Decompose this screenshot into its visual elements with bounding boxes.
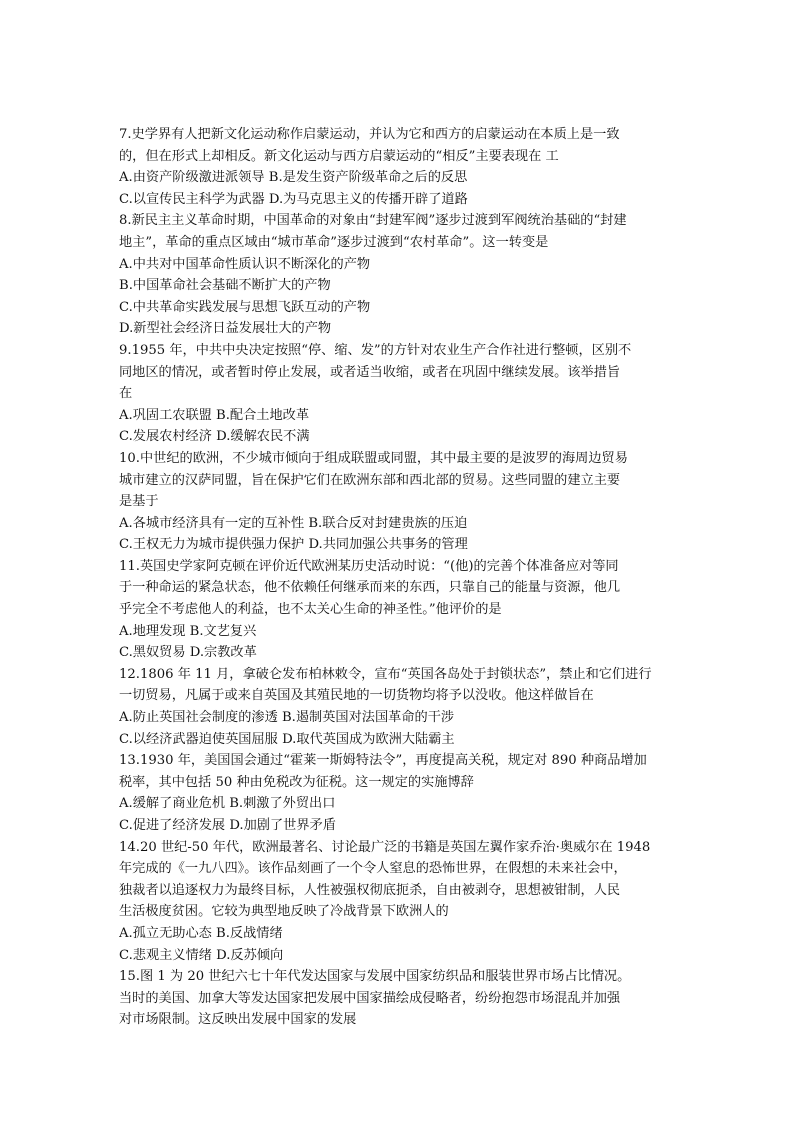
text-line: 年完成的《一九八四》。该作品刻画了一个令人窒息的恐怖世界，在假想的未来社会中， (119, 861, 627, 877)
text-line: 于一种命运的紧急状态，他不依赖任何继承而来的东西，只靠自己的能量与资源，他几 (119, 580, 621, 596)
text-line: C.黑奴贸易 D.宗教改革 (119, 645, 257, 661)
question-text-block (119, 124, 677, 1031)
text-line: 生活极度贫困。它较为典型地反映了冷战背景下欧洲人的 (119, 904, 449, 920)
text-line: 地主”，革命的重点区域由“城市革命”逐步过渡到“农村革命”。这一转变是 (119, 234, 549, 250)
text-line: 的，但在形式上却相反。新文化运动与西方启蒙运动的“相反”主要表现在 工 (119, 148, 559, 164)
text-line: A.地理发现 B.文艺复兴 (119, 623, 257, 639)
text-line: C.以宣传民主科学为武器 D.为马克思主义的传播开辟了道路 (119, 191, 468, 207)
text-line: 是基于 (119, 494, 159, 510)
text-line: 7.史学界有人把新文化运动称作启蒙运动，并认为它和西方的启蒙运动在本质上是一致 (119, 127, 620, 142)
text-line: A.中共对中国革命性质认识不断深化的产物 (119, 256, 371, 272)
text-line: 11.英国史学家阿克顿在评价近代欧洲某历史活动时说：“(他)的完善个体准备应对等同 (119, 558, 619, 574)
text-line: A.巩固工农联盟 B.配合土地改革 (119, 407, 310, 423)
text-line: 12.1806 年 11 月，拿破仑发布柏林敕令，宣布“英国各岛处于封锁状态”，禁止和它们进行 (119, 666, 652, 682)
text-line: 对市场限制。这反映出发展中国家的发展 (119, 1012, 357, 1028)
text-line: 独裁者以追逐权力为最终目标，人性被强权彻底扼杀，自由被剥夺，思想被钳制，人民 (119, 882, 621, 898)
text-line: A.由资产阶级激进派领导 B.是发生资产阶级革命之后的反思 (119, 170, 468, 186)
text-line: 9.1955 年，中共中央决定按照“停、缩、发”的方针对农业生产合作社进行整顿，区别不 (119, 342, 632, 358)
text-line: 8.新民主主义革命时期，中国革命的对象由“封建军阀”逐步过渡到军阀统治基础的“封建 (119, 213, 627, 229)
text-line: 10.中世纪的欧洲，不少城市倾向于组成联盟或同盟，其中最主要的是波罗的海周边贸易 (119, 450, 628, 466)
text-line: B.中国革命社会基础不断扩大的产物 (119, 278, 331, 294)
text-line: C.以经济武器迫使英国屈服 D.取代英国成为欧洲大陆霸主 (119, 731, 455, 747)
text-line: C.中共革命实践发展与思想飞跃互动的产物 (119, 299, 371, 315)
text-line: 一切贸易，凡属于或来自英国及其殖民地的一切货物均将予以没收。他这样做旨在 (119, 688, 594, 704)
text-line: C.促进了经济发展 D.加剧了世界矛盾 (119, 818, 336, 833)
text-line: A.各城市经济具有一定的互补性 B.联合反对封建贵族的压迫 (119, 515, 468, 531)
text-line: D.新型社会经济日益发展壮大的产物 (119, 321, 332, 337)
text-line: A.孤立无助心态 B.反战情绪 (119, 925, 283, 941)
text-line: 同地区的情况，或者暂时停止发展，或者适当收缩，或者在巩固中继续发展。该举措旨 (119, 364, 621, 380)
text-line: A.防止英国社会制度的渗透 B.遏制英国对法国革命的干涉 (119, 710, 455, 726)
text-line: C.发展农村经济 D.缓解农民不满 (119, 429, 310, 445)
text-line: 13.1930 年，美国国会通过“霍莱一斯姆特法令”，再度提高关税，规定对 890 种商品增加 (119, 753, 647, 769)
text-line: A.缓解了商业危机 B.刺激了外贸出口 (119, 796, 336, 812)
text-line: 15.图 1 为 20 世纪六七十年代发达国家与发展中国家纺织品和服装世界市场占比情况。 (119, 969, 631, 985)
text-line: 在 (119, 386, 133, 402)
text-line: 税率，其中包括 50 种由免税改为征税。这一规定的实施博辞 (119, 774, 474, 790)
text-line: 当时的美国、加拿大等发达国家把发展中国家描绘成侵略者，纷纷抱怨市场混乱并加强 (119, 990, 621, 1006)
text-line: 乎完全不考虑他人的利益，也不太关心生命的神圣性。”他评价的是 (119, 602, 502, 618)
text-line: C.王权无力为城市提供强力保护 D.共同加强公共事务的管理 (119, 537, 468, 553)
text-line: 城市建立的汉萨同盟，旨在保护它们在欧洲东部和西北部的贸易。这些同盟的建立主要 (119, 472, 621, 488)
text-line: C.悲观主义情绪 D.反苏倾向 (119, 947, 284, 963)
text-line: 14.20 世纪-50 年代，欧洲最著名、讨论最广泛的书籍是英国左翼作家乔治·奥威尔在 1948 (119, 839, 651, 855)
